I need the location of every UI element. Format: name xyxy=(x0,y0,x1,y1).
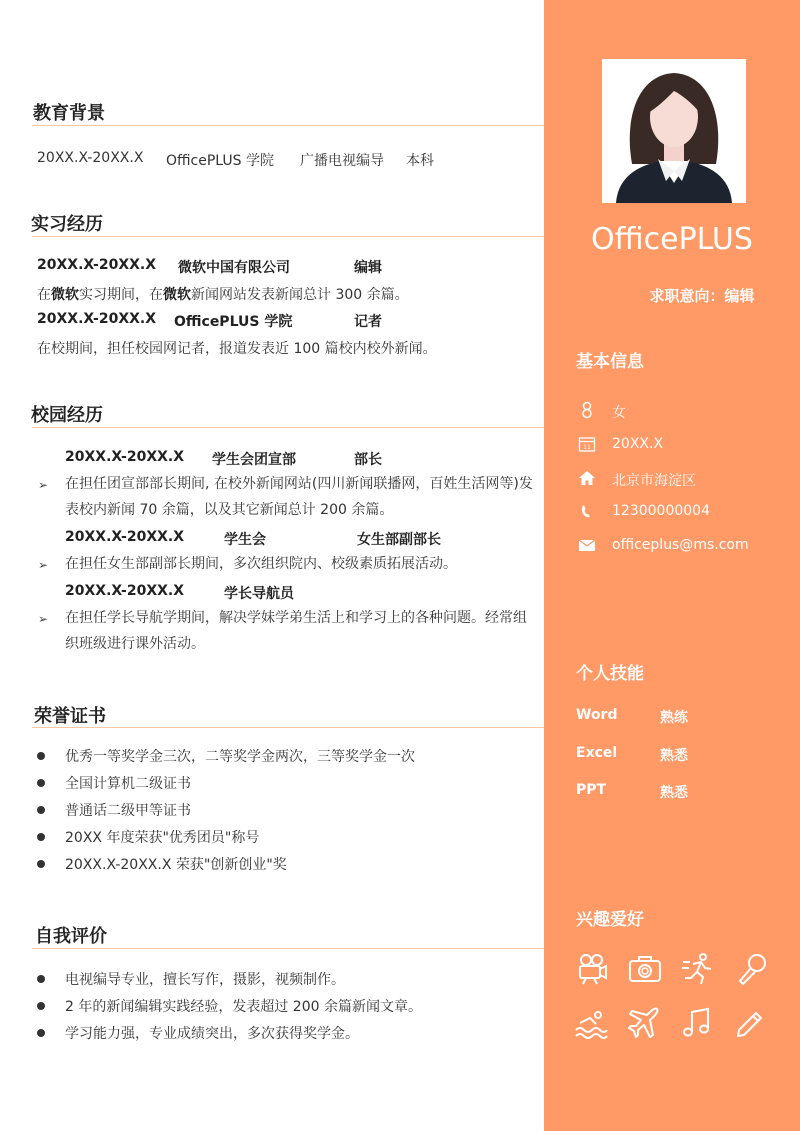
internship-title: 实习经历 xyxy=(31,214,103,235)
internship-1-org: 微软中国有限公司 xyxy=(178,260,290,276)
music-note-icon xyxy=(681,1006,715,1040)
bullet-dot-icon xyxy=(37,833,45,841)
internship-1-desc xyxy=(37,284,409,304)
self-eval-item: 2 年的新闻编辑实践经验，发表超过 200 余篇新闻文章。 xyxy=(65,999,422,1015)
profile-photo xyxy=(602,59,746,203)
internship-2-desc: 在校期间，担任校园网记者，报道发表近 100 篇校内校外新闻。 xyxy=(37,341,437,357)
internship-1-desc-bold: 微软 xyxy=(51,287,79,303)
skill-name: PPT xyxy=(576,782,607,798)
candidate-name: OfficePLUS xyxy=(591,222,753,257)
bullet-dot-icon xyxy=(37,1002,45,1010)
campus-1-org: 学生会团宣部 xyxy=(212,452,296,468)
person-icon xyxy=(578,401,596,419)
internship-1-desc-part: 新闻网站发表新闻总计 300 余篇。 xyxy=(191,287,409,303)
internship-2-role: 记者 xyxy=(354,314,382,330)
skill-level: 熟悉 xyxy=(660,785,688,801)
education-degree: 本科 xyxy=(406,153,434,169)
honor-item: 20XX.X-20XX.X 荣获"创新创业"奖 xyxy=(65,857,287,873)
running-icon xyxy=(681,952,715,986)
education-divider xyxy=(32,125,544,126)
internship-2-org: OfficePLUS 学院 xyxy=(174,314,293,330)
skill-name: Excel xyxy=(576,745,618,761)
internship-1-desc-part: 在 xyxy=(37,287,51,303)
birth-value: 20XX.X xyxy=(612,436,664,452)
job-objective: 求职意向：编辑 xyxy=(649,287,755,305)
basic-info-title: 基本信息 xyxy=(576,352,644,372)
phone-icon xyxy=(578,502,596,520)
internship-1-desc-part: 实习期间，在 xyxy=(79,287,163,303)
phone-value: 12300000004 xyxy=(612,503,710,519)
campus-1-role: 部长 xyxy=(354,452,382,468)
campus-3-org: 学长导航员 xyxy=(224,586,294,602)
honors-divider xyxy=(32,727,544,728)
campus-3-period: 20XX.X-20XX.X xyxy=(65,583,185,599)
bullet-dot-icon xyxy=(37,779,45,787)
movie-camera-icon xyxy=(576,952,610,986)
honor-item: 普通话二级甲等证书 xyxy=(65,803,191,819)
hobbies-title: 兴趣爱好 xyxy=(576,910,644,930)
skills-title: 个人技能 xyxy=(576,664,644,684)
bullet-dot-icon xyxy=(37,860,45,868)
education-period: 20XX.X-20XX.X xyxy=(37,150,144,166)
microphone-icon xyxy=(734,952,768,986)
internship-1-role: 编辑 xyxy=(354,260,382,276)
campus-title: 校园经历 xyxy=(31,405,103,426)
swimming-icon xyxy=(574,1006,608,1040)
airplane-icon xyxy=(628,1006,662,1040)
honor-item: 优秀一等奖学金三次，二等奖学金两次，三等奖学金一次 xyxy=(65,749,415,765)
home-icon xyxy=(578,469,596,487)
bullet-dot-icon xyxy=(37,806,45,814)
internship-divider xyxy=(32,236,544,237)
campus-2-period: 20XX.X-20XX.X xyxy=(65,529,185,545)
calendar-icon xyxy=(578,435,596,453)
bullet-dot-icon xyxy=(37,1029,45,1037)
internship-1-period: 20XX.X-20XX.X xyxy=(37,257,157,273)
honors-title: 荣誉证书 xyxy=(34,706,106,727)
campus-2-role: 女生部副部长 xyxy=(357,532,441,548)
skill-level: 熟悉 xyxy=(660,748,688,764)
avatar-illustration-icon xyxy=(602,59,746,203)
campus-1-desc: 在担任团宣部部长期间, 在校外新闻网站(四川新闻联播网，百姓生活网等)发表校内新闻 70 余篇，以及其它新闻总计 200 余篇。 xyxy=(65,476,533,518)
arrow-bullet-icon: ➢ xyxy=(38,612,49,626)
mail-icon xyxy=(578,536,596,554)
campus-2-desc: 在担任女生部副部长期间，多次组织院内、校级素质拓展活动。 xyxy=(65,556,457,572)
self-eval-item: 电视编导专业，擅长写作，摄影，视频制作。 xyxy=(65,972,345,988)
skill-level: 熟练 xyxy=(660,710,688,726)
campus-3-desc: 在担任学长导航学期间，解决学妹学弟生活上和学习上的各种问题。经常组织班级进行课外活动。 xyxy=(65,610,527,652)
svg-text:11: 11 xyxy=(583,444,591,451)
pencil-icon xyxy=(734,1006,768,1040)
honor-item: 全国计算机二级证书 xyxy=(65,776,191,792)
self-eval-item: 学习能力强，专业成绩突出，多次获得奖学金。 xyxy=(65,1026,359,1042)
education-title: 教育背景 xyxy=(33,103,105,124)
education-school: OfficePLUS 学院 xyxy=(166,153,274,169)
campus-divider xyxy=(32,427,544,428)
arrow-bullet-icon: ➢ xyxy=(38,558,49,572)
email-value: officeplus@ms.com xyxy=(612,537,749,553)
gender-value: 女 xyxy=(612,405,626,421)
campus-2-org: 学生会 xyxy=(224,532,266,548)
camera-icon xyxy=(628,952,662,986)
education-major: 广播电视编导 xyxy=(300,153,384,169)
address-value: 北京市海淀区 xyxy=(612,473,696,489)
campus-1-period: 20XX.X-20XX.X xyxy=(65,449,185,465)
self-eval-title: 自我评价 xyxy=(35,926,107,947)
internship-1-desc-bold: 微软 xyxy=(163,287,191,303)
bullet-dot-icon xyxy=(37,752,45,760)
bullet-dot-icon xyxy=(37,975,45,983)
internship-2-period: 20XX.X-20XX.X xyxy=(37,311,157,327)
self-eval-divider xyxy=(32,948,544,949)
arrow-bullet-icon: ➢ xyxy=(38,478,49,492)
honor-item: 20XX 年度荣获"优秀团员"称号 xyxy=(65,830,260,846)
skill-name: Word xyxy=(576,707,618,723)
